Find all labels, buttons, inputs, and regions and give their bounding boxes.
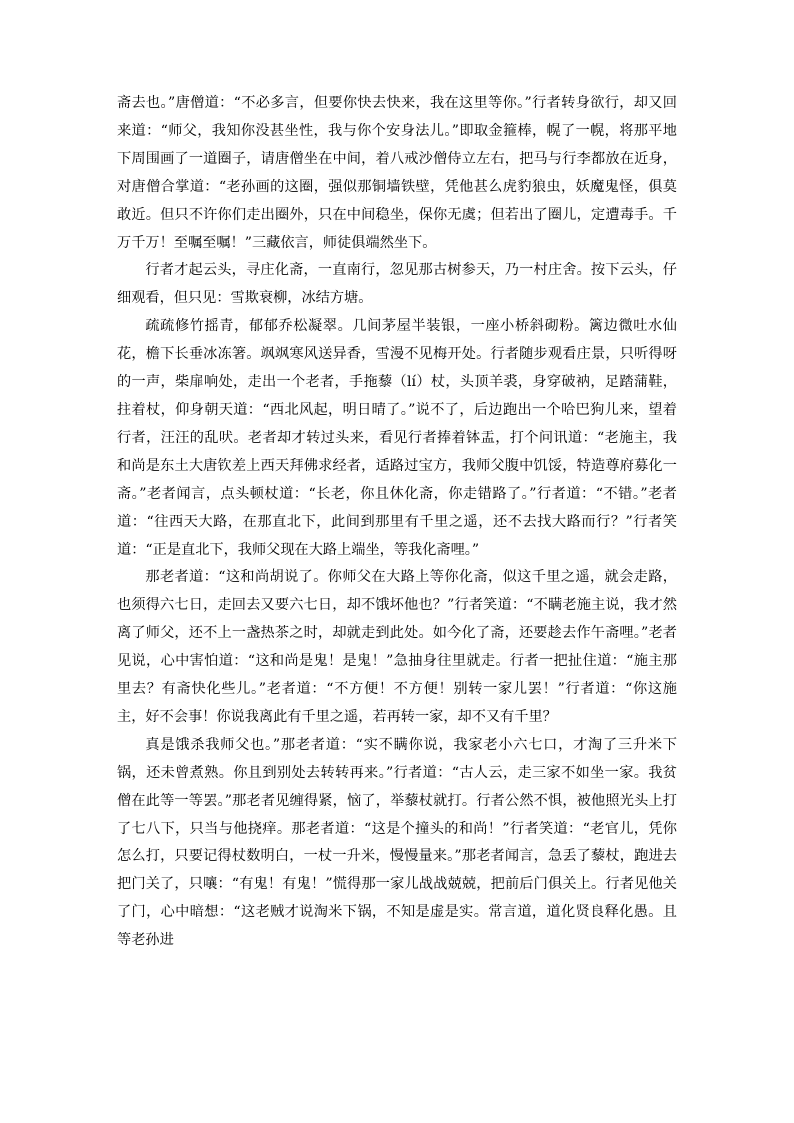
paragraph-5: 真是饿杀我师父也。”那老者道：“实不瞒你说，我家老小六七口，才淘了三升米下锅，还未曾煮熟。你且到别处去转转再来。”行者道：“古人云，走三家不如坐一家。我贫僧在此等一等罢。”那老者见缠得紧，恼了，举藜杖就打。行者公然不惧，被他照光头上打了七八下，只当与他挠痒。那老者道：“这是个撞头的和尚！”行者笑道：“老官儿，凭你怎么打，只要记得杖数明白，一杖一升米，慢慢量来。”那老者闻言，急丢了藜杖，跑进去把门关了，只嚷：“有鬼！有鬼！”慌得那一家儿战战兢兢，把前后门俱关上。行者见他关了门，心中暗想：“这老贼才说淘米下锅，不知是虚是实。常言道，道化贤良释化愚。且等老孙进 xyxy=(117,736,677,949)
paragraph-4: 那老者道：“这和尚胡说了。你师父在大路上等你化斋，似这千里之遥，就会走路，也须得六七日，走回去又要六七日，却不饿坏他也？”行者笑道：“不瞒老施主说，我才然离了师父，还不上一盏热茶之时，却就走到此处。如今化了斋，还要趁去作午斋哩。”老者见说，心中害怕道：“这和尚是鬼！是鬼！”急抽身往里就走。行者一把扯住道：“施主那里去？有斋快化些儿。”老者道：“不方便！不方便！别转一家儿罢！”行者道：“你这施主，好不会事！你说我离此有千里之遥，若再转一家，却不又有千里？ xyxy=(117,569,677,725)
paragraph-3: 疏疏修竹摇青，郁郁乔松凝翠。几间茅屋半装银，一座小桥斜砌粉。篱边微吐水仙花，檐下长垂冰冻箸。飒飒寒风送异香，雪漫不见梅开处。行者随步观看庄景，只听得呀的一声，柴扉响处，走出一个老者，手拖藜（lí）杖，头顶羊裘，身穿破衲，足踏蒲鞋，拄着杖，仰身朝天道：“西北风起，明日晴了。”说不了，后边跑出一个哈巴狗儿来，望着行者，汪汪的乱吠。老者却才转过头来，看见行者捧着钵盂，打个问讯道：“老施主，我和尚是东土大唐钦差上西天拜佛求经者，适路过宝方，我师父腹中饥馁，特造尊府募化一斋。”老者闻言，点头顿杖道：“长老，你且休化斋，你走错路了。”行者道：“不错。”老者道：“往西天大路，在那直北下，此间到那里有千里之遥，还不去找大路而行？”行者笑道：“正是直北下，我师父现在大路上端坐，等我化斋哩。” xyxy=(117,318,677,558)
paragraph-2: 行者才起云头，寻庄化斋，一直南行，忽见那古树参天，乃一村庄舍。按下云头，仔细观看，但只见：雪欺衰柳，冰结方塘。 xyxy=(117,262,677,307)
document-page xyxy=(117,90,677,955)
paragraph-1: 斋去也。”唐僧道：“不必多言，但要你快去快来，我在这里等你。”行者转身欲行，却又回来道：“师父，我知你没甚坐性，我与你个安身法儿。”即取金箍棒，幌了一幌，将那平地下周围画了一道圈子，请唐僧坐在中间，着八戒沙僧侍立左右，把马与行李都放在近身，对唐僧合掌道：“老孙画的这圈，强似那铜墙铁壁，凭他甚么虎豹狼虫，妖魔鬼怪，俱莫敢近。但只不许你们走出圈外，只在中间稳坐，保你无虞；但若出了圈儿，定遭毒手。千万千万！至嘱至嘱！”三藏依言，师徒俱端然坐下。 xyxy=(117,95,677,251)
